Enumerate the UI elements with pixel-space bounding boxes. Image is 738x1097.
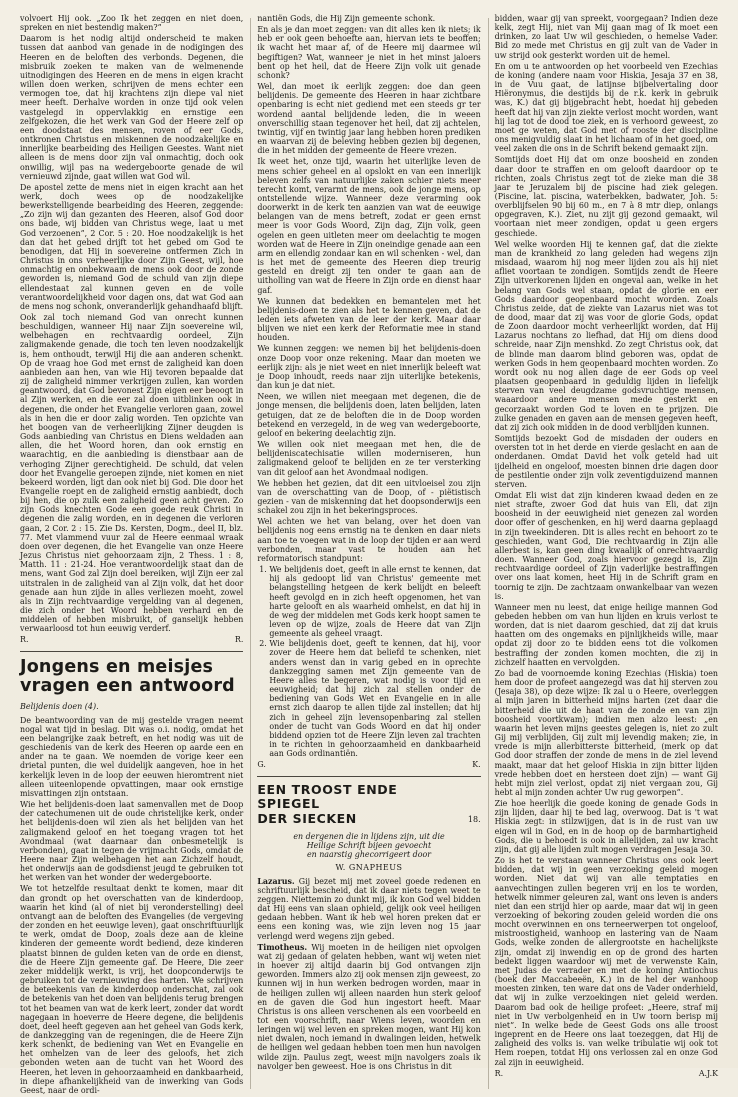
paragraph: We kunnen zeggen: we nemen bij het belijdenis-doen onze Doop voor onze rekening. Maar dan moeten we eerlijk zijn: als je niet weet en niet innerlijk beleeft wat je Doop inhoudt, reeds naar zijn uiterlijke betekenis, dan kun je dat niet.: [257, 344, 481, 391]
paragraph: We hebben het gezien, dat dit een uitvloeisel zou zijn van de overschatting van de Doop, of - piëtistisch gezien - van de miskenning dat het doopsonderwijs een schakel zou zijn in het bekeringsproces.: [257, 478, 481, 516]
paragraph: We willen ook niet meegaan met hen, die de belijdeniscatechisatie willen moderniseren, hun zaligmakend geloof te belijden en ze ter versterking van dit geloof aan het Avondmaal nodigen.: [257, 440, 481, 477]
list-item: 2. Wie belijdenis doet, geeft te kennen, dat hij, voor zover de Heere hem dat beliefd te schenken, niet anders wenst dan in varig gebed en in oprechte dankzegging samen met Zijn gemeente van de Heere alles te begeren, wat nodig is voor tijd en eeuwigheid; dat hij zich zal stellen onder de bediening van Gods Wet en Evangelie en in alle ernst zich daarop te allen tijde zal instellen; dat hij zich in geheel zijn levensopenbaring zal stellen onder de tucht van Gods Woord en dat hij onder biddend opzien tot de Heere Zijn leven zal trachten in te richten in gehoorzaamheid en dankbaarheid aan Gods ordinantiën.: [269, 639, 480, 758]
article-heading: Jongens en meisjes vragen een antwoord: [20, 656, 235, 696]
paragraph: De beantwoording van de mij gestelde vragen neemt nogal wat tijd in beslag. Dit was o.i. nodig, omdat het een belangrijke zaak betreft, en het nodig was uit de geschiedenis van de kerk des Heeren op aarde een en ander na te gaan. We noemden de vorige keer een drietal punten, die wel duidelijk aangeven, hoe in het kerkelijk leven in de loop der eeuwen hieromtrent niet alleen uiteenlopende opvattingen, maar ook ernstige misvattingen zijn ontstaan.: [20, 715, 244, 798]
paragraph: volvoert Hij ook. „Zoo Ik het zeggen en niet doen, spreken en niet bestendig maken?”: [20, 14, 244, 33]
paragraph: bidden, waar gij van spreekt, voorgegaan? Indien deze kelk, zegt Hij, niet van Mij gaan mag of Ik moet een drinken, zo laat Uw wil geschieden, o hemelse Vader. Bid zo mede met Christus en gij zult van de Vader in uw strijd ook gesterkt worden uit de hemel.: [494, 14, 718, 60]
paragraph: De apostel zette de mens niet in eigen kracht aan het werk, doch wees op de noodzakelijke bewerkstelligende bearbeiding des Heeren, zeggende: „Zo zijn wij dan gezanten des Heeren, alsof God door ons bade, wij bidden van Christus wege, laat u met God verzoenen”, 2 Cor. 5 : 20. Hoe noodzakelijk is het dan dat het gebed drijft tot het gebed om God te benodigen, dat Hij in soevereine ontfermen Zich in Christus in ons verheerlijke door Zijn Geest, wijl, hoe onmachtig en onbekwaam de mens ook door de zonde geworden is, niemand God de schuld van zijn diepe ellendestaat zal kunnen geven en de volle verantwoordelijkheid voor dagen ons, dat wat God aan de mens nog schonk, onveranderlijk gehandhaafd blijft.: [20, 182, 244, 311]
paragraph: We kunnen dat bedekken en bemantelen met het belijdenis-doen te zien als het te kennen geven, dat de leden iets afweten van de leer der kerk. Maar daar blijven we niet een kerk der Reformatie mee in stand houden.: [257, 296, 481, 343]
signature-row: [495, 1069, 718, 1078]
paragraph: Zo is het te verstaan wanneer Christus ons ook leert bidden, dat wij in geen verzoeking geleid mogen worden. Niet dat wij van alle temptaties en aanvechtingen zullen begeren vrij en los te worden, hetwelk nimmer geleuren zal, want ons leven is anders niet dan een strijd hier op aarde, maar dat wij in geen verzoeking of bekoring zouden geleid worden die ons mocht overwinnen en ons terneerwerpen tot ongeloof, mistroostigheid, wanhoop en lastering van de Naam Gods, welke zonden de allergrootste en hachelijkste zijn, omdat zij inwendig en op de grond des harten bedekt liggen waardoor wij met de verwenste Kain, met Judas de verrader en met de koning Antiochus (boek der Maccabeeën, K.) in de hel der wanhoop moesten zinken, ten ware dat ons de Vader onderhield, dat wij in zulke verzoekingen niet geleid werden. Daarom bad ook de heilige profeet: „Heere, straf mij niet in Uw verbolgenheid en in Uw toorn berisp mij niet”. In welke bede de Geest Gods ons alle troost ingeprent en de Heere ons laat toezeggen, dat Hij de zaligheid des volks is. van welke tribulatie wij ook tot Hem roepen, totdat Hij ons verlossen zal en onze God zal zijn in eeuwigheid.: [494, 856, 718, 1067]
paragraph: Wie het belijdenis-doen laat samenvallen met de Doop der catechumenen uit de oude christelijke kerk, onder het belijdenis-doen wil zien als het belijden van het zaligmakend geloof en het toegang vragen tot het Avondmaal (wat daarnaar dan onbesmetelijk is verbonden), gaat in tegen de vrijmacht Gods, omdat de Heere naar Zijn welbehagen het aan Zichzelf houdt, het onderwijs aan de godsdienst jeugd te gebruiken tot het werken van het wonder der wedergeboorte.: [20, 800, 244, 883]
paragraph: Lazarus. Gij bezet mij met zoveel goede redenen en schriftuurlijk bescheid, dat ik daar niets tegen weet te zeggen. Niettemin zo dunkt mij, ik kon God wel bidden dat Hij eens van slaan ophield, gelijk ook veel heiligen gedaan hebben. Want ik heb wel horen preken dat er eens een koning was, wie zijn leven nog 15 jaar verlengd werd wegens zijn gebed.: [257, 876, 481, 941]
italic-subtitle-line: Heilige Schrift bijeen gevoecht: [306, 841, 432, 851]
italic-subtitle-line: en naarstig ghecorrigeert door: [306, 850, 431, 860]
heading-line-2: DER SIECKEN: [257, 810, 357, 826]
paragraph: En om u te antwoorden op het voorbeeld ven Ezechias de koning (andere naam voor Hiskia, Jesaja 37 en 38, in de Vuu gaat, de latijnse bijbelvertaling door Hiëronymus, die destijds bij de r.k. kerk in gebruik was, K.) dat gij bijgebracht hebt, hoedat hij gebeden heeft dat hij van zijn ziekte verlost mocht worden, want hij lag tot de dood toe ziek, en is verhoord geweest, zo moet ge weten, dat God met of rooste der discipline ons menigvuldig slaat in het lichaam of in het goed, om veel zaken die ons in de Schrift bekend gemaakt zijn.: [494, 61, 718, 154]
signature-left: R.: [494, 1068, 504, 1078]
signature-right: R.: [234, 635, 244, 645]
article-subheading: Belijdenis doen (4).: [20, 701, 99, 711]
author: W. GNAPHEUS: [335, 862, 403, 872]
paragraph: Wel, dan moet ik eerlijk zeggen: doe dan geen belijdenis. De gemeente des Heeren in haar zichtbare openbaring is echt niet gediend met een steeds gr ter wordend aantal belijdende leden, die in weeen onverschillig staan tegenover het heil, dat zij achtelen, twintig, vijf en twintig jaar lang hebben horen prediken en waarvan zij de beleving hebben gezien bij degenen, die in het midden der gemeente de Heere vrezen.: [257, 82, 481, 156]
paragraph: Omdat Eli wist dat zijn kinderen kwaad deden en ze niet strafte, zwoer God dat huis van Eli, dat zijn boosheid in der eeuwigheid niet genezen zal worden door offer of geschenken, en hij werd daarna geplaagd in zijn tweekinderen. Dit is alles recht en behoort zo te geschieden, want God, Die rechtvaardig in Zijn alle allerbest is, kan geen ding kwaalijk of onrechtvaardig doen. Wanneer God, zoals hiervoor gezegd is, Zijn rechtvaardige oordeel of Zijn vaderlijke bestraffingen over ons laat komen, heet Hij in de Schrift gram en toornig te zijn. De zachtzaam onwankelbaar van wezen is.: [494, 490, 718, 601]
paragraph: Zie hoe heerlijk die goede koning de genade Gods in zijn lijden, daar hij te bed lag, overwoog. Dat is 't wat Hiskia zegt: in stilzwijgen, dat is in de rust van uw eigen wil in God, en in de hoop op de barmhartigheid Gods, die u behoedt is ook in allelijden, zal uw kracht zijn, dat gij alle lijden zult mogen verdragen Jesaja 30.: [494, 799, 718, 854]
divider: [20, 651, 243, 652]
list-item: 1. We belijdenis doet, geeft in alle ernst te kennen, dat hij als gedoopt lid van Christus' gemeente met belangstelling hetgeen de kerk belijdt en beleeft heeft gevolgd en in zich heeft opgenomen, het van harte gelooft en als waarheid omhelst, en dat hij in de weg der middelen met Gods kerk hoopt samen te leven op de wijze, zoals de Heere dat van Zijn gemeente als geheel vraagt.: [269, 565, 480, 638]
paragraph: Ook zal toch niemand God van onrecht kunnen beschuldigen, wanneer Hij naar Zijn soevereine wil, welbehagen en rechtvaardig oordeel, Zijn zaligmakende genade, die toch ten leven noodzakelijk is, hem onthoudt, terwijl Hij die aan anderen schenkt. Op de vraag hoe God met ernst de zaligheid kan doen aanbieden aan hen, van wie Hij tevoren bepaalde dat zij de zaligheid nimmer verkrijgen zullen, kan worden geantwoord, dat God bevonest Zijn eigen eer beoogt in al Zijn werken, en die eer zal doen uitblinken ook in degenen, die onder het Evangelie verloren gaan, zowel als in hen die er door zalig worden. Ten opzichte van het boogen van de verheerlijking Zijner deugden is Gods aanbieding van Christus en Diens weldaden aan allen, die het Woord horen, dan ook ernstig en waarachtig, en die aanbieding is dienstbaar aan de verhoging Zijner gerechtigheid. De schuld, dat velen door het Evangelie geroepen zijnde, niet komen en niet bekeerd worden, ligt dan ook niet bij God. Die door het Evangelie roept en de zaligheid ernstig aanbiedt, doch bij hen, die op zulk een zaligheid geen acht geven. Zo zijn Gods knechten Gode een goede reuk Christi in degenen die zalig worden, en in degenen die verloren gaan, 2 Cor. 2 : 15. Zie Ds. Kersten, Dogm., deel II, blz. 77. Met vlammend vuur zal de Heere eenmaal wraak doen over degenen, die het Evangelie van onze Heere Jezus Christus niet gehoorzaam zijn, 2 Thess. 1 : 8, Matth. 11 : 21-24. Hoe verantwoordelijk staat dan de mens, want God zal Zijn doel bereiken, wijl Zijn eer zal uitstralen in de zaligheid van al Zijn volk, dat het door genade aan hun zijde in alles verliezen moeht, zowel als in Zijn rechtvaardige vergelding van al degenen, die zich onder het Woord hebben verhard en de middelen of hebben misbruikt, of ganselijk hebben verwaarloosd tot hun eeuwig verderf.: [20, 313, 244, 634]
paragraph: Zo bad de voornoemde koning Ezechias (Hiskia) toen hem door de profeet aangezegd was dat hij sterven zou (Jesaja 38), op deze wijze: Ik zal u o Heere, overleggen al mijn jaren in bitterheid mijns harten (zet daar die bitterheid die uit de haat van de zonde en van zijn boosheid voortkwam); indien men alzo leest: „en waarin het leven mijns geestes gelegen is, niet zo zult Gij mij verblijden, Gij zult mij levendig maken; zie, in vrede is mijn allerbitterste bitterheid, (merk op dat God door straffen der zonde de mens in de ziel levend maakt, maar dat het geloof Hiskia in zijn bitter lijden vrede hebben doet en hersteen doet zijn) — want Gij hebt mijn ziel verlost, opdat zij niet vergaan zou, Gij hebt al mijn zonden achter Uw rug geworpen”.: [494, 668, 718, 797]
signature-left: R.: [20, 635, 29, 645]
paragraph: Daarom is het nodig altijd onderscheid te maken tussen dat aanbod van genade in de nodigingen des Heeren en de beloften des verbonds. Degenen, die misbruik zoeken te maken van de welmenende uitnodigingen des Heeren en de mens in eigen kracht willen doen werken, schrijven de mens echter een vermogen toe, dat hij krachtens zijn diepe val niet meer heeft. Derhalve worden in onze tijd ook velen vastgelegd in oppervlakkig en ernstige een zelfgekozen, die het werk van God der Heere zelf op een doodstaat des mensen, roven of eer Gods, ontkronen Christus en miskennen de noodzakelijke en innerlijke bearbeiding des Heiligen Geestes. Want niet alleen is de mens door zijn val onmachtig, doch ook onwillig, wijl pas na wedergeboorte genade de wil vernieuwd zijnde, gaat willen wat God wil.: [20, 34, 244, 181]
paragraph: Somtijds bezoekt God de misdaden der ouders en oversten tot in het derde en vierde geslacht en aan de onderdanen. Omdat David het volk geteld had uit ijdelheid en ongeloof, moesten binnen drie dagen door de pestilentie onder zijn volk zeventigduizend mannen sterven.: [494, 434, 718, 489]
speaker-name: Timotheus.: [257, 942, 308, 952]
italic-subtitle-line: en dergenen die in lijdens zijn, uit die: [293, 832, 445, 842]
signature-right: K.: [472, 760, 481, 770]
paragraph: Wanneer men nu leest, dat enige heilige mannen God gebeden hebben om van hun lijden en kruis verlost te worden, dat is niet daarom geschied, dat zij dat kruis haatten om des ongemaks en pijnlijkheids wille, maar opdat zij door zo te bidden eens tot die volkomen bestraffing der zonden komen mochten, die zij in zichzelf haatten en vervolgden.: [494, 602, 718, 667]
article-heading-row: [257, 783, 480, 827]
numbered-list: [257, 565, 480, 758]
article-number: 18.: [467, 815, 481, 825]
column-2: [257, 14, 480, 1097]
signature-right: A.J.K: [698, 1068, 718, 1078]
paragraph: En als je dan moet zeggen: van dit alles ken ik niets; ik heb er ook geen behoefte aan, hiervan iets te beoffen; ik wacht het maar af, of de Heere mij daarmee wil begiftigen? Wat, wanneer je niet in het minst jaloers bent op het heil, dat de Heere Zijn volk uit genade schonk?: [257, 25, 481, 80]
speaker-name: Lazarus.: [257, 876, 295, 886]
paragraph: We tot hetzelfde resultaat denkt te komen, maar dit dan grondt op het overschatten van de kinderdoop, waarin het kind (al of niet bij veronderstelling) deel ontvangt aan de beloften des Evangelies (de vergeving der zonden en het eeuwige leven), gaat onschriftuurlijk te werk, omdat de Doop, zoals deze aan de kleine kinderen der gemeente wordt bediend, deze kinderen plaatst binnen de gulden keten van de orde en dienst, die de Heere Zijn gemeente gaf. De Heere, Die zeer zeker middelijk werkt, is vrij, het doopconderwijs te gebruiken tot de vernieuwing des harten. We schrijven de beteekenis van de kinderdoop onderschat, zal ook de betekenis van het doen van belijdenis terug brengen tot het beamen van wat de kerk leert, zonder dat wordt nagegaan in hoeverre de Heere degene, die belijdenis doet, deel heeft gegeven aan het geheel van Gods kerk, de dankzegging van de regeningen, die de Heere Zijn kerk schenkt, de bediening van Wet en Evangelie en het omhelzen van de leer des geloofs, het zich gebonden weten aan de tucht van het Woord des Heeren, het leven in gehoorzaamheid en dankbaarheid, in diepe afhankelijkheid van de inwerking van Gods Geest, naar de ordi-: [20, 884, 244, 1095]
signature-row: [257, 760, 480, 769]
divider: [257, 776, 480, 777]
paragraph: Wel welke woorden Hij te kennen gaf, dat die ziekte man de krankheid zo lang geleden had wegens zijn misdaad, waarom hij nog meer lijden zou als hij niet afliet voortaan te zondigen. Somtijds zendt de Heere Zijn uitverkorenen lijden en ongeval aan, welke in het belang van Gods wel staan, opdat de glorie en eer Gods daardoor geopenbaard mocht worden. Zoals Christus zeide, dat de ziekte van Lazarus niet was tot de dood, maar dat zij was voor de glorie Gods, opdat de Zoon daardoor mocht verheerlijkt worden, dat Hij Lazarus nochtans zo liefhad, dat Hij om diens dood schreide, naar Zijn menshkd. Zo zegt Christus ook, dat de blinde man daarom blind geboren was, opdat de werken Gods in hem geopenbaard mochten worden. Zo wordt ook nu nog allen dage de eer Gods op veel plaatsen geopenbaard in geduldig lijden in liefelijk sterven van veel deugdzame godsvruchtige mensen, waaardoor andere mensen mede gesterkt en gecorzaakt worden God te loven en te prijzen. Die zulke genaden en gaven aan de mensen gegeven heeft, dat zij zich ook midden in de dood verblijden kunnen.: [494, 239, 718, 432]
paragraph: Ik weet het, onze tijd, waarin het uiterlijke leven de mens schier geheel en al opslokt en van een innerlijk beleven zelfs van natuurlijke zaken schier niets meer terecht komt, verarmt de mens, ook de jonge mens, op ontstellende wijze. Wanneer deze verarming ook doorwerkt in de kerk ten aanzien van wat de eeuwige belangen van de mens betreft, zodat er geen ernst meer is voor Gods Woord, Zijn dag, Zijn volk, geen ogelen en geen uitleten meer om deelachtig te mogen worden wat de Heere in Zijn oneindige genade aan een arm en ellendig zondaar kan en wil schenken - wel, dan is het met de gemeente des Heeren diep treurig gesteld en dreigt zij ten onder te gaan aan de uitholling van wat de Heere in Zijn orde en dienst haar gaf.: [257, 157, 481, 295]
columns: [20, 14, 718, 1095]
column-1: [20, 14, 243, 1097]
paragraph: Somtijds doet Hij dat om onze boosheid en zonden daar door te straffen en om gelooft daardoor op te richten, zoals Christus zegt tot de zieke man die 38 jaar te Jeruzalem bij de piscine had ziek gelegen. (Piscine, lat. piscina, waterbekken, badwater, Joh. 5: overblijfselen 90 bij 60 m., en 7 à 8 mtr diep, onlangs opgegraven, K.). Ziet, nu zijt gij gezond gemaakt, wil voortaan niet meer zondigen, opdat u geen ergers geschiede.: [494, 155, 718, 238]
article-heading: [257, 783, 438, 827]
paragraph: Wel achten we het van belang, over het doen van belijdenis nog eens ernstig na te denken en daar niets aan toe te voegen wat in de loop der tijden er aan werd verbonden, maar vast te houden aan het reformatorisch standpunt:: [257, 517, 481, 563]
signature-row: [20, 635, 243, 644]
paragraph: nantiën Gods, die Hij Zijn gemeente schonk.: [257, 14, 436, 23]
column-3: [495, 14, 718, 1097]
heading-line-1: EEN TROOST ENDE SPIEGEL: [257, 781, 398, 812]
paragraph: Neen, we willen niet meegaan met degenen, die de jonge mensen, die belijdenis doen, laten belijden, laten getuigen, dat ze de beloften die in de Doop worden betekend en verzegeld, in de weg van wedergeboorte, geloof en bekering deelachtig zijn.: [257, 392, 481, 438]
paragraph: Timotheus. Wij moeten in de heiligen niet opvolgen wat zij gedaan of gelaten hebben, want wij weten niet in hoever zij altijd daarin bij God ontvangen zijn geworden. Immers alzo zij ook mensen zijn geweest, zo kunnen wij in hun werken bedrogen worden, maar in de heiligen zullen wij alleen naarden hun sterk geloof en de gaven die God hun ingestort heeft. Maar Christus is ons alleen verschenen als een voorbeeld en tot een voorschrift, naar Wiens leven, woorden en leringen wij wel leven en spreken mogen, want Hij kon niet dwalen, noch iemand in dwalingen leiden, hetwelk de heiligen wel gedaan hebben toen men hun navolgen wilde zijn. Paulus zegt, weest mijn navolgers zoals ik navolger ben geweest. Hoe is ons Christus in dit: [257, 942, 481, 1071]
signature-left: G.: [257, 760, 266, 770]
